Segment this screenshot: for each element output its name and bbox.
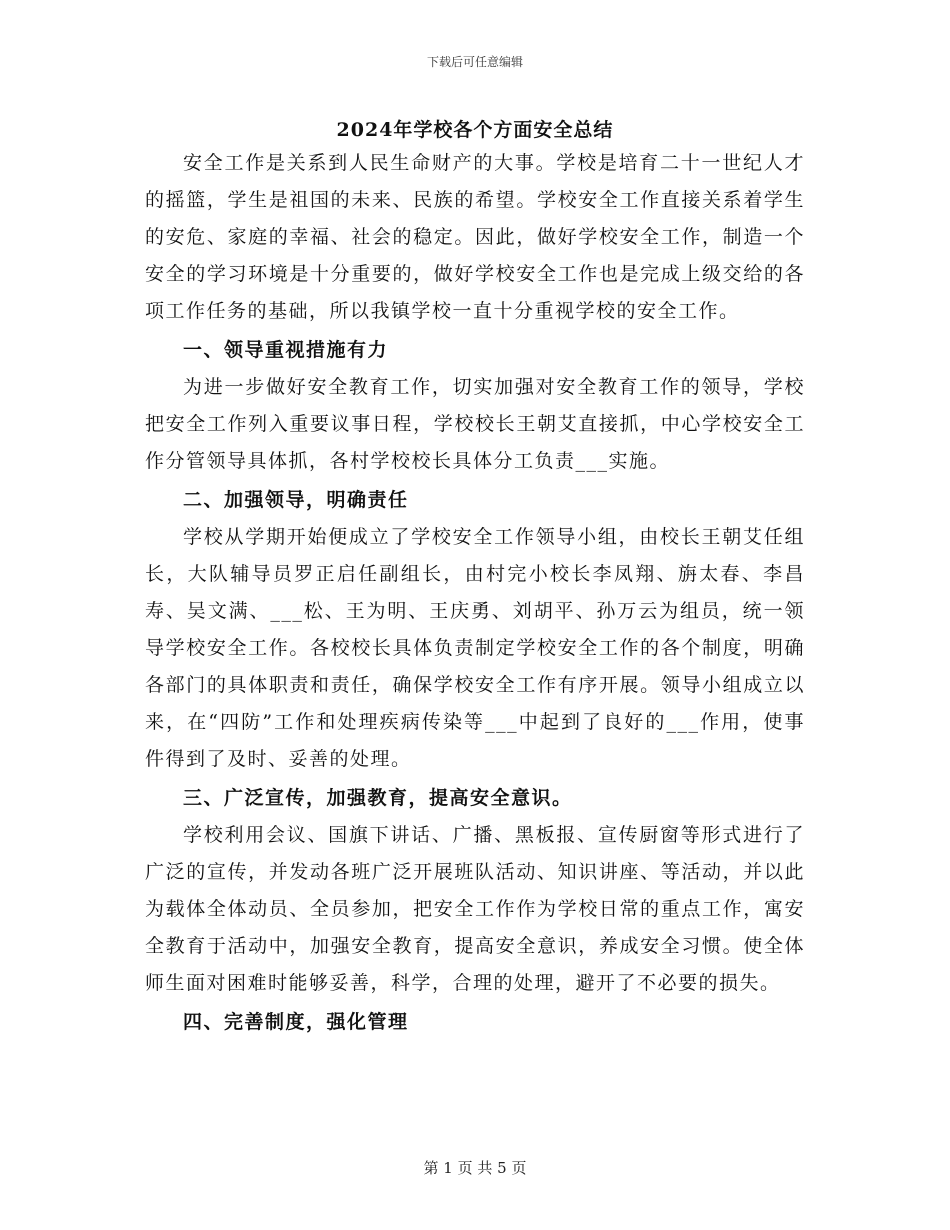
section-heading-4: 四、完善制度，强化管理: [183, 1011, 409, 1033]
page-number: 第 1 页 共 5 页: [423, 1159, 527, 1177]
section-heading-2: 二、加强领导，明确责任: [183, 489, 409, 511]
document-body: [145, 145, 805, 1041]
section-paragraph-3: 学校利用会议、国旗下讲话、广播、黑板报、宣传厨窗等形式进行了广泛的宣传，并发动各班广泛开展班队活动、知识讲座、等活动，并以此为载体全体动员、全员参加，把安全工作作为学校日常的重点工作，寓安全教育于活动中，加强安全教育，提高安全意识，养成安全习惯。使全体师生面对困难时能够妥善，科学，合理的处理，避开了不必要的损失。: [145, 824, 805, 994]
header-note: 下载后可任意编辑: [426, 55, 523, 69]
section-heading-3: 三、广泛宣传，加强教育，提高安全意识。: [183, 787, 573, 809]
section-paragraph-1: 为进一步做好安全教育工作，切实加强对安全教育工作的领导，学校把安全工作列入重要议事日程，学校校长王朝艾直接抓，中心学校安全工作分管领导具体抓，各村学校校长具体分工负责___实施。: [145, 376, 805, 472]
section-heading-1: 一、领导重视措施有力: [183, 339, 389, 361]
document-title: 2024年学校各个方面安全总结: [336, 119, 614, 141]
section-paragraph-2: 学校从学期开始便成立了学校安全工作领导小组，由校长王朝艾任组长，大队辅导员罗正启任副组长，由村完小校长李凤翔、旃太春、李昌寿、吴文满、___松、王为明、王庆勇、刘胡平、孙万云为组员，统一领导学校安全工作。各校校长具体负责制定学校安全工作的各个制度，明确各部门的具体职责和责任，确保学校安全工作有序开展。领导小组成立以来，在“四防”工作和处理疾病传染等___中起到了良好的___作用，使事件得到了及时、妥善的处理。: [145, 526, 805, 770]
intro-paragraph: 安全工作是关系到人民生命财产的大事。学校是培育二十一世纪人才的摇篮，学生是祖国的未来、民族的希望。学校安全工作直接关系着学生的安危、家庭的幸福、社会的稳定。因此，做好学校安全工作，制造一个安全的学习环境是十分重要的，做好学校安全工作也是完成上级交给的各项工作任务的基础，所以我镇学校一直十分重视学校的安全工作。: [145, 152, 805, 322]
